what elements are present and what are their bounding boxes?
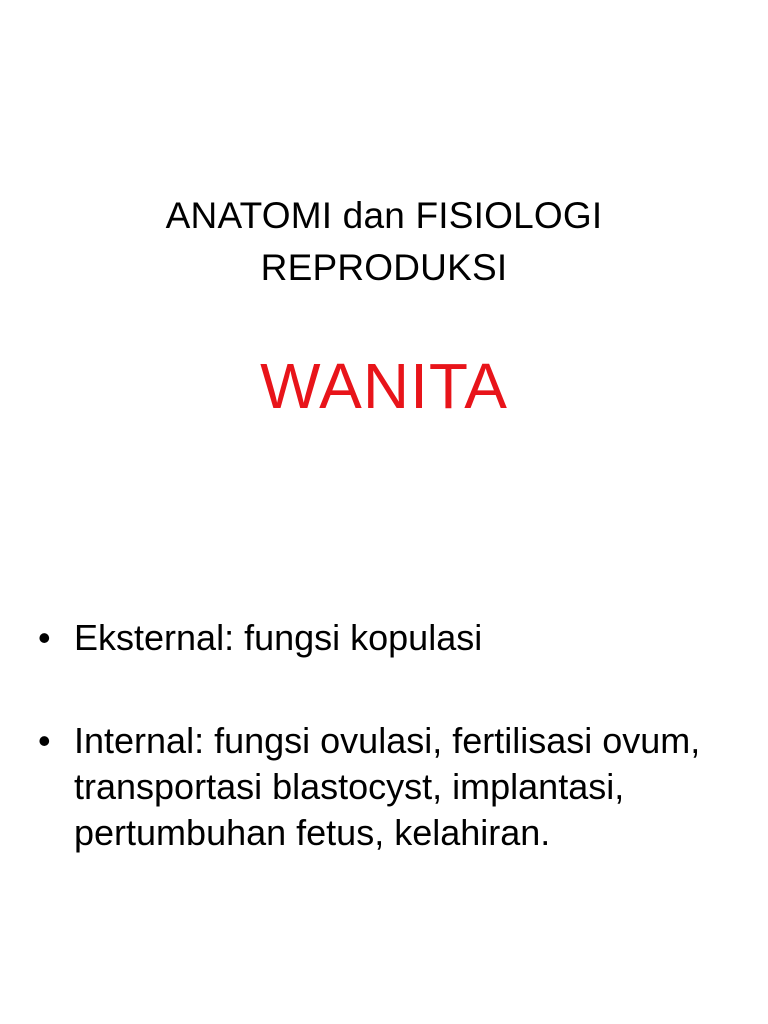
bullet-text: Eksternal: fungsi kopulasi: [74, 617, 483, 658]
bullet-text: Internal: fungsi ovulasi, fertilisasi ovum, transportasi blastocyst, implantasi, pertumbuhan fetus, kelahiran.: [74, 720, 701, 853]
title-line-1: ANATOMI dan FISIOLOGI: [165, 195, 603, 236]
bullet-marker: •: [38, 720, 51, 761]
bullet-item-eksternal: [38, 615, 738, 661]
slide-title: [0, 190, 768, 294]
bullet-list: [38, 615, 738, 856]
bullet-item-internal: [38, 718, 738, 856]
bullet-marker: •: [38, 617, 51, 658]
title-line-2: REPRODUKSI: [260, 247, 508, 288]
slide-subtitle: WANITA: [260, 350, 508, 422]
